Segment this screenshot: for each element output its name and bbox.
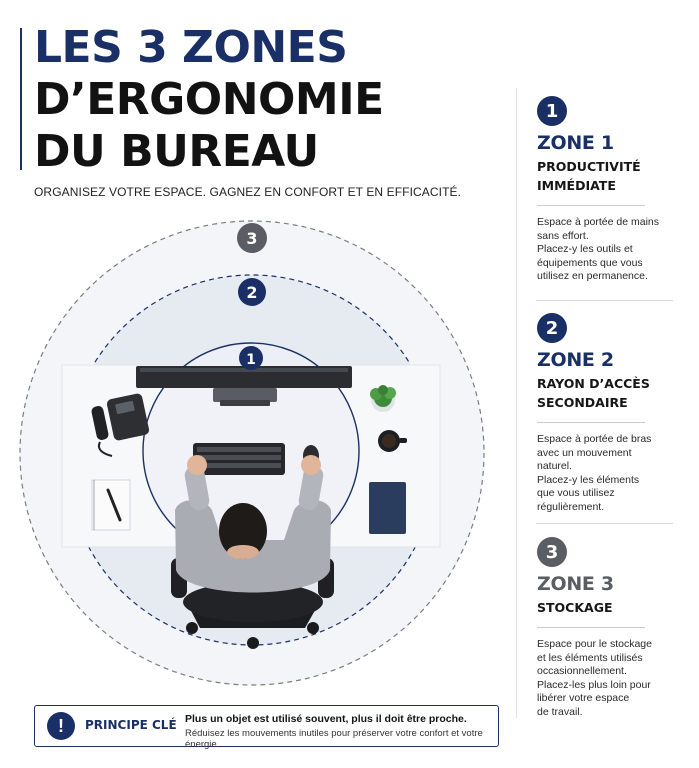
zone-2-number: 2: [537, 313, 567, 343]
zone-3-subtitle-line-1: STOCKAGE: [537, 600, 613, 615]
principle-label: PRINCIPE CLÉ: [85, 718, 177, 732]
zone-1-rule: [537, 205, 645, 206]
zone-3-subtitle: [537, 598, 677, 617]
notebook-icon: [92, 480, 130, 530]
zone-2-subtitle: [537, 374, 677, 412]
title-accent-bar: [20, 28, 22, 170]
zone-2-desc-line: naturel.: [537, 460, 573, 473]
zone-3-desc-line: libérer votre espace: [537, 692, 630, 705]
svg-text:3: 3: [246, 229, 258, 248]
principle-box: [34, 705, 499, 750]
zone-1-badge: [239, 346, 263, 370]
zone-3-desc-line: occasionnellement.: [537, 665, 627, 678]
zone-1-desc-line: Espace à portée de mains: [537, 216, 659, 228]
zone-2-desc-line: régulièrement.: [537, 500, 605, 513]
principle-sub-text: Réduisez les mouvements inutiles pour préserver votre confort et votre énergie.: [185, 728, 483, 750]
keyboard-icon: [193, 443, 285, 475]
page-subtitle: ORGANISEZ VOTRE ESPACE. GAGNEZ EN CONFORT ET EN EFFICACITÉ.: [34, 185, 462, 199]
zone-3-card: [537, 537, 677, 720]
zone-1-subtitle-line-1: PRODUCTIVITÉ: [537, 159, 641, 174]
zone-3-desc-line: Espace pour le stockage: [537, 638, 652, 650]
svg-text:2: 2: [246, 283, 258, 302]
title-line-1: LES 3 ZONES: [34, 22, 348, 73]
svg-text:1: 1: [246, 352, 256, 368]
page-title: [34, 22, 384, 178]
zone-2-badge: [238, 278, 266, 306]
zone-3-badge: [237, 223, 267, 253]
zone-separator: [536, 523, 673, 524]
zone-separator: [536, 300, 673, 301]
desk-scene-svg: [0, 210, 510, 700]
zone-2-desc-line: Placez-y les éléments: [537, 473, 640, 486]
zone-2-desc-line: que vous utilisez: [537, 487, 615, 500]
zone-2-desc-line: Espace à portée de bras: [537, 433, 652, 445]
zone-2-subtitle-line-2: SECONDAIRE: [537, 395, 628, 410]
zone-1-number: 1: [537, 96, 567, 126]
zone-3-rule: [537, 627, 645, 628]
title-line-2: D’ERGONOMIE: [34, 74, 384, 125]
zone-2-card: [537, 313, 677, 515]
zone-2-subtitle-line-1: RAYON D’ACCÈS: [537, 376, 650, 391]
zone-3-title: ZONE 3: [537, 573, 614, 595]
zone-3-desc-line: de travail.: [537, 705, 583, 718]
zone-1-desc-line: utilisez en permanence.: [537, 270, 648, 283]
zone-1-subtitle-line-2: IMMÉDIATE: [537, 178, 616, 193]
zone-1-subtitle: [537, 157, 677, 195]
principle-main-text: Plus un objet est utilisé souvent, plus il doit être proche.: [185, 713, 467, 725]
zone-2-desc-line: avec un mouvement: [537, 446, 632, 459]
zone-1-desc-line: sans effort.: [537, 229, 589, 242]
zone-2-description: [537, 433, 677, 515]
zone-1-desc-line: Placez-y les outils et: [537, 243, 633, 256]
exclamation-icon: !: [47, 712, 75, 740]
zone-3-desc-line: et les éléments utilisés: [537, 651, 643, 664]
panel-divider: [516, 88, 517, 718]
zone-3-description: [537, 638, 677, 720]
book-icon: [369, 482, 406, 534]
zone-1-desc-line: équipements que vous: [537, 256, 643, 269]
zone-3-number: 3: [537, 537, 567, 567]
zone-1-description: [537, 216, 677, 284]
zone-3-desc-line: Placez-les plus loin pour: [537, 678, 651, 691]
zone-1-card: [537, 96, 677, 284]
zone-2-rule: [537, 422, 645, 423]
zone-2-title: ZONE 2: [537, 349, 614, 371]
title-line-3: DU BUREAU: [34, 126, 319, 177]
zone-1-title: ZONE 1: [537, 132, 614, 154]
desk-illustration: [0, 210, 510, 700]
